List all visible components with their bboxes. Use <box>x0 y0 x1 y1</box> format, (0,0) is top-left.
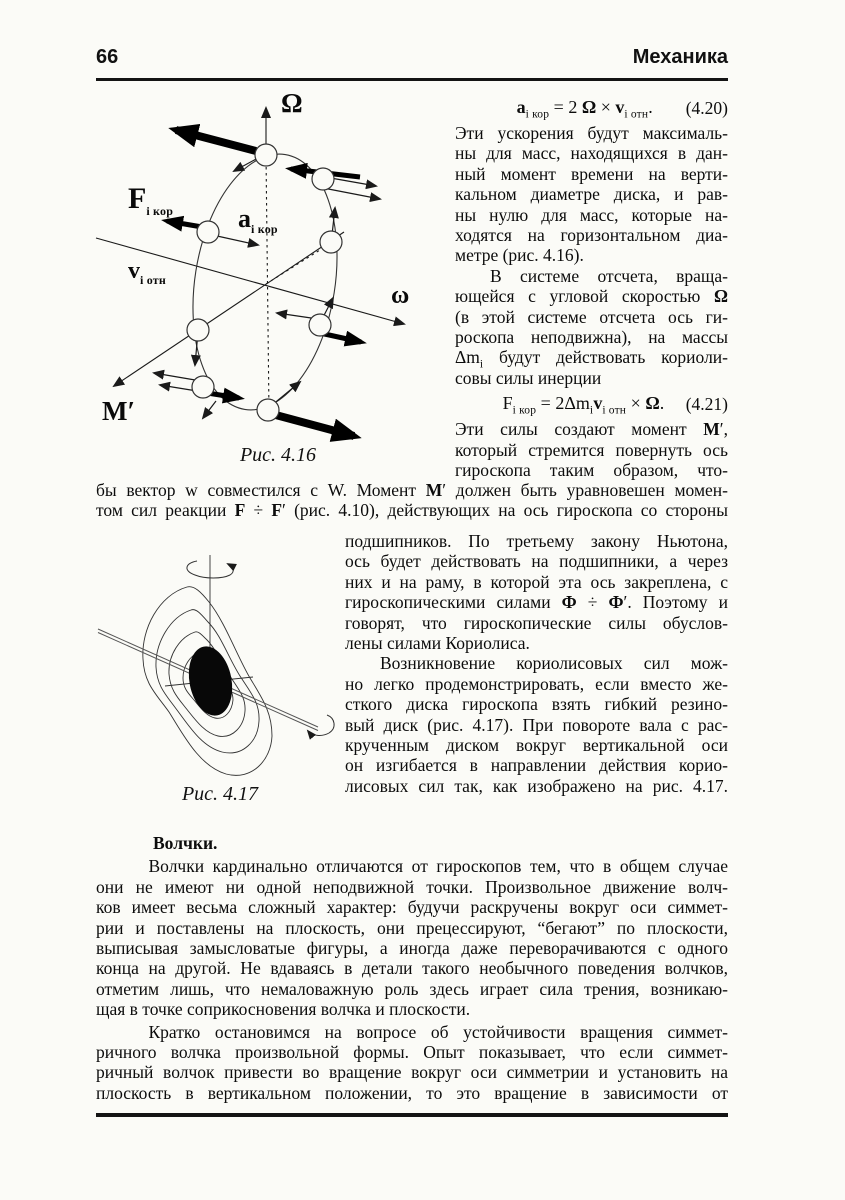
equation-4-20 <box>455 97 728 121</box>
text-line: ричного волчка произвольной формы. Опыт показывает, что если симмет- <box>96 1042 728 1063</box>
text-line: ный момент времени на верти- <box>455 163 728 184</box>
label-F-coriolis: $F_{i кор}$ <box>128 182 174 218</box>
text-line: щая в точке соприкосновения волчка и плоскости. <box>96 999 471 1020</box>
text-line: ны нулю для масс, которые на- <box>455 204 728 225</box>
text-line: конца на другой. Не вдаваясь в детали такого необычного поведения волчков, <box>96 958 728 979</box>
equation-4-21 <box>455 393 728 417</box>
text-line: них и на раму, в которой эта ось закреплена, с <box>345 571 728 592</box>
text-line: ющейся с угловой скоростью Ω <box>455 286 728 307</box>
figure-4-16 <box>88 88 468 472</box>
text-line: (в этой системе отсчета ось ги- <box>455 306 728 327</box>
label-a-coriolis: $a_{i кор}$ <box>238 204 278 237</box>
text-line: выписывая замысловатые фигуры, а иногда даже переворачиваются с одного <box>96 938 728 959</box>
paragraph <box>345 531 728 653</box>
text-line: крученным диском вокруг вертикальной оси <box>345 735 728 756</box>
page-header <box>96 46 728 81</box>
text-line: кальном диаметре диска, и рав- <box>455 184 728 205</box>
page-number: 66 <box>96 46 119 68</box>
text-line: гироскопическими силами Ф ÷ Ф′. Поэтому и <box>345 592 729 613</box>
figure-4-16-caption: Рис. 4.16 <box>239 444 317 466</box>
text-line: метре (рис. 4.16). <box>455 245 584 266</box>
text-line: Эти ускорения будут максималь- <box>455 123 728 143</box>
equation-4-21-body: $F_{i кор} = 2\Delta m_iv_{i отн} \times \Omega$. <box>502 393 665 417</box>
text-line: подшипников. По третьему закону Ньютона, <box>345 531 728 551</box>
label-Omega: Ω <box>281 88 303 118</box>
text-line: том сил реакции F ÷ F′ (рис. 4.10), действующих на ось гироскопа со стороны <box>96 500 729 521</box>
text-line: рии и поставлены на плоскость, они прецессируют, “бегают” по плоскости, <box>96 917 728 938</box>
running-title: Механика <box>632 46 728 68</box>
text-line: бы вектор w совместился с W. Момент M′ должен быть уравновешен момен- <box>96 480 728 500</box>
column-right-top <box>455 96 728 481</box>
footer-rule <box>96 1113 728 1117</box>
full-width-text <box>96 480 728 521</box>
text-line: вый диск (рис. 4.17). При повороте вала с рас- <box>345 714 728 735</box>
text-line: Возникновение кориолисовых сил мож- <box>345 653 728 674</box>
text-line: лены силами Кориолиса. <box>345 633 530 654</box>
figure-4-17 <box>95 545 345 807</box>
text-line: они не имеют ни одной неподвижной точки. Произвольное движение волч- <box>96 876 728 897</box>
text-line: совы силы инерции <box>455 367 602 388</box>
text-line: ричный волчок привести во вращение вокруг оси симметрии и установить на <box>96 1062 728 1083</box>
figure-4-17-caption: Рис. 4.17 <box>181 783 259 805</box>
text-line: который стремится повернуть ось <box>455 439 728 460</box>
text-line: плоскость в вертикальном положении, то это вращение в зависимости от <box>96 1082 728 1103</box>
column-right-middle <box>345 531 728 796</box>
text-line: сткого диска гироскопа взять гибкий резино- <box>345 694 728 715</box>
text-line: роскопа неподвижна), на массы <box>455 327 728 348</box>
text-line: ны для масс, находящихся в дан- <box>455 143 728 164</box>
text-line: ось будет действовать на подшипники, а через <box>345 551 728 572</box>
label-omega: ω <box>391 282 410 309</box>
text-line: лисовых сил так, как изображено на рис. 4.17. <box>345 775 728 796</box>
text-line: В системе отсчета, враща- <box>455 265 728 286</box>
text-line: говорят, что гироскопические силы обуслов- <box>345 612 728 633</box>
text-line: ходятся на горизонтальном диа- <box>455 225 728 246</box>
paragraph <box>96 856 728 1019</box>
label-moment-M: M′ <box>102 396 136 426</box>
text-line: Эти силы создают момент M′, <box>455 419 728 440</box>
paragraph <box>455 123 728 266</box>
paragraph <box>455 266 728 388</box>
label-v-relative: $v_{i отн}$ <box>128 258 166 287</box>
text-line: но легко продемонстрировать, если вместо же- <box>345 673 728 694</box>
text-line: ков имеет весьма сложный характер: будучи раскручены вокруг оси симмет- <box>96 897 728 918</box>
text-line: Кратко остановимся на вопросе об устойчивости вращения симмет- <box>96 1021 728 1042</box>
section-heading: Волчки. <box>153 833 218 853</box>
paragraph <box>96 1022 728 1104</box>
paragraph <box>345 653 728 796</box>
equation-4-20-number: (4.20) <box>685 98 728 118</box>
equation-4-20-body: $a_{i кор} = 2$ $\Omega \times v_{i отн}$. <box>516 97 653 121</box>
text-line: $\Delta m_i$ будут действовать кориоли- <box>455 347 728 371</box>
section-volchki <box>96 833 728 1103</box>
text-line: отметим лишь, что немаловажную роль здесь играет сила трения, возникаю- <box>96 978 728 999</box>
text-line: Волчки кардинально отличаются от гироскопов тем, что в общем случае <box>96 856 728 877</box>
equation-4-21-number: (4.21) <box>685 394 728 415</box>
paragraph <box>455 419 728 480</box>
text-line: он изгибается в направлении действия корио- <box>345 755 728 776</box>
flexible-disk-drawing <box>95 545 345 781</box>
text-line: гироскопа таким образом, что- <box>455 460 728 481</box>
